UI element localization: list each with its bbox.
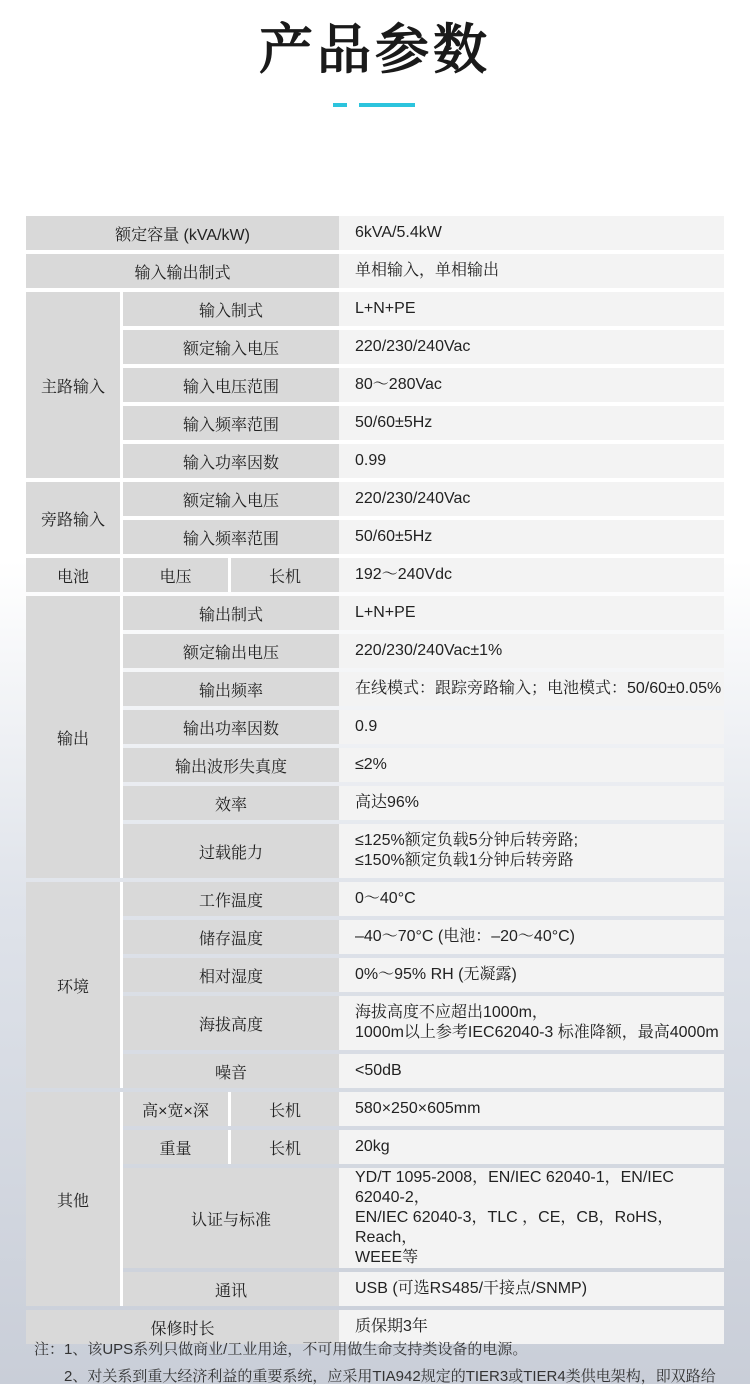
row-value: 80～280Vac [339,368,724,402]
row-label: 输入频率范围 [123,520,339,554]
row-label: 额定输入电压 [123,482,339,516]
row-value: L+N+PE [339,292,724,326]
table-row [26,958,724,992]
row-value: 220/230/240Vac [339,330,724,364]
value-line: ≤150%额定负载1分钟后转旁路 [355,852,574,869]
table-row [26,748,724,782]
title-accent-bar-short [333,103,347,107]
row-label: 通讯 [123,1272,339,1306]
row-value: USB (可选RS485/干接点/SNMP) [339,1272,724,1306]
table-row [26,330,724,364]
row-value: 0.9 [339,710,724,744]
row-label: 输出频率 [123,672,339,706]
row-value [339,1168,724,1268]
table-row [26,710,724,744]
table-row [26,596,724,630]
sub-label: 长机 [231,558,339,592]
table-row [26,672,724,706]
group-label: 输出 [26,596,123,878]
row-label: 输出功率因数 [123,710,339,744]
group-label: 主路输入 [26,292,123,478]
group-label: 旁路输入 [26,482,123,554]
row-value: 单相输入，单相输出 [339,254,724,288]
table-row [26,444,724,478]
value-line: EN/IEC 62040-3，TLC ，CE，CB，RoHS，Reach， [355,1209,674,1246]
value-line: YD/T 1095-2008，EN/IEC 62040-1，EN/IEC 62040-2， [355,1169,674,1206]
note-line: 注：1、该UPS系列只做商业/工业用途，不可用做生命支持类设备的电源。 [34,1341,528,1358]
row-label: 输入电压范围 [123,368,339,402]
table-row [26,1272,724,1306]
table-row [26,1168,724,1268]
row-label: 效率 [123,786,339,820]
row-label: 工作温度 [123,882,339,916]
row-value: 质保期3年 [339,1310,724,1344]
value-line: 1000m以上参考IEC62040-3 标准降额，最高4000m [355,1024,719,1041]
row-label: 额定输出电压 [123,634,339,668]
sub-label: 长机 [231,1092,339,1126]
sub-label: 长机 [231,1130,339,1164]
row-value: L+N+PE [339,596,724,630]
note-line: 2、对关系到重大经济利益的重要系统，应采用TIA942规定的TIER3或TIER4类供电架构，即双路给 [64,1368,716,1385]
row-value: 192～240Vdc [339,558,724,592]
page-title: 产品参数 [259,18,491,81]
sub-label: 高×宽×深 [123,1092,231,1126]
row-label: 输入制式 [123,292,339,326]
value-line: ≤125%额定负载5分钟后转旁路; [355,832,579,849]
row-value: 0%～95% RH (无凝露) [339,958,724,992]
row-label: 海拔高度 [123,996,339,1050]
spec-table [26,212,724,1348]
row-label: 认证与标准 [123,1168,339,1268]
sub-label: 电压 [123,558,231,592]
table-row [26,520,724,554]
row-value [339,824,724,878]
table-row [26,482,724,516]
title-accent-bar-long [359,103,415,107]
row-value: 220/230/240Vac [339,482,724,516]
row-label: 额定输入电压 [123,330,339,364]
row-value: 20kg [339,1130,724,1164]
row-label: 输出波形失真度 [123,748,339,782]
table-row [26,558,724,592]
group-label: 环境 [26,882,123,1088]
row-value: –40～70°C (电池：–20～40°C) [339,920,724,954]
row-value: 0～40°C [339,882,724,916]
group-label: 电池 [26,558,123,592]
row-label: 保修时长 [26,1310,339,1344]
row-value: <50dB [339,1054,724,1088]
row-value: 0.99 [339,444,724,478]
row-value: 50/60±5Hz [339,520,724,554]
table-row [26,292,724,326]
row-value: ≤2% [339,748,724,782]
row-label: 噪音 [123,1054,339,1088]
group-label: 其他 [26,1092,123,1306]
row-label: 相对湿度 [123,958,339,992]
row-value: 220/230/240Vac±1% [339,634,724,668]
table-row [26,634,724,668]
table-row [26,882,724,916]
row-value: 6kVA/5.4kW [339,216,724,250]
row-label: 输入功率因数 [123,444,339,478]
table-row [26,920,724,954]
table-row [26,368,724,402]
notes [34,1336,750,1390]
table-row [26,786,724,820]
table-row [26,996,724,1050]
table-row [26,254,724,288]
table-row [26,216,724,250]
row-value: 高达96% [339,786,724,820]
row-value: 580×250×605mm [339,1092,724,1126]
row-label: 输入输出制式 [26,254,339,288]
table-row [26,1054,724,1088]
row-value: 在线模式：跟踪旁路输入；电池模式：50/60±0.05% [339,672,724,706]
table-row [26,824,724,878]
row-label: 过载能力 [123,824,339,878]
row-label: 输入频率范围 [123,406,339,440]
value-line: 海拔高度不应超出1000m， [355,1004,548,1021]
row-label: 输出制式 [123,596,339,630]
value-line: WEEE等 [355,1249,419,1266]
table-row [26,1130,724,1164]
sub-label: 重量 [123,1130,231,1164]
row-value [339,996,724,1050]
row-value: 50/60±5Hz [339,406,724,440]
row-label: 额定容量 (kVA/kW) [26,216,339,250]
table-row [26,1092,724,1126]
table-row [26,406,724,440]
row-label: 储存温度 [123,920,339,954]
